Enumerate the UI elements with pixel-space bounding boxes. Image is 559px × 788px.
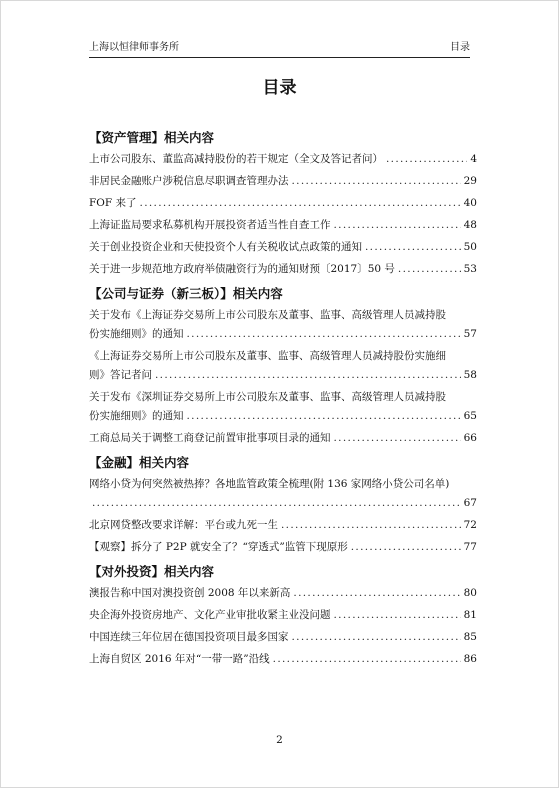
section-heading: 【资产管理】相关内容 — [89, 130, 215, 145]
toc-entry[interactable] — [89, 347, 477, 385]
dot-leader — [293, 584, 460, 603]
dot-leader — [292, 172, 461, 191]
dot-leader — [187, 407, 461, 426]
section-heading: 【公司与证券（新三板）】相关内容 — [89, 286, 283, 301]
dot-leader — [187, 325, 461, 344]
page-header — [89, 39, 470, 58]
dot-leader — [334, 216, 461, 235]
toc-entry-title: 网络小贷为何突然被热捧？各地监管政策全梳理(附 136 家网络小贷公司名单) — [89, 478, 450, 490]
toc-page-number: 67 — [463, 497, 477, 509]
toc-entry-title: 关于发布《上海证券交易所上市公司股东及董事、监事、高级管理人员减持股 — [89, 309, 446, 321]
toc-page-number: 4 — [470, 153, 477, 165]
toc-entry[interactable] — [89, 516, 477, 535]
toc-page-number: 50 — [463, 241, 477, 253]
dot-leader — [365, 238, 461, 257]
toc-entry[interactable] — [89, 628, 477, 647]
toc-entry-title: 上海自贸区 2016 年对“一带一路”沿线 — [89, 653, 270, 665]
toc-entry-title: 《上海证券交易所上市公司股东及董事、监事、高级管理人员减持股份实施细 — [89, 350, 446, 362]
dot-leader — [351, 538, 461, 557]
dot-leader — [140, 194, 461, 213]
toc-page-number: 53 — [463, 263, 477, 275]
toc-page-number: 85 — [463, 631, 477, 643]
header-firm-name: 上海以恒律师事务所 — [89, 42, 179, 53]
toc-entry-title: 关于发布《深圳证券交易所上市公司股东及董事、监事、高级管理人员减持股 — [89, 391, 446, 403]
dot-leader — [155, 366, 461, 385]
toc-entry-title: 澳报告称中国对澳投资创 2008 年以来新高 — [89, 587, 291, 599]
section-heading: 【对外投资】相关内容 — [89, 564, 215, 579]
toc-entry-title: 【观察】拆分了 P2P 就安全了？“穿透式”监管下现原形 — [89, 541, 348, 553]
toc-entry[interactable] — [89, 606, 477, 625]
toc-entry-line — [89, 429, 477, 448]
toc-entry-title: 非居民金融账户涉税信息尽职调查管理办法 — [89, 175, 289, 187]
dot-leader — [292, 628, 461, 647]
toc-page-number: 65 — [463, 410, 477, 422]
toc-entry-title: 央企海外投资房地产、文化产业审批收紧主业没问题 — [89, 609, 331, 621]
toc-entry[interactable] — [89, 306, 477, 344]
dot-leader — [386, 150, 467, 169]
toc-page-number: 40 — [463, 197, 477, 209]
toc-entry-line — [89, 606, 477, 625]
dot-leader — [92, 494, 461, 513]
toc-entry-line — [89, 407, 477, 426]
toc-entry-title: 份实施细则》的通知 — [89, 328, 184, 340]
dot-leader — [281, 516, 461, 535]
toc-entry-line — [89, 194, 477, 213]
section-heading: 【金融】相关内容 — [89, 455, 190, 470]
toc-entry-line — [89, 584, 477, 603]
toc-page-number: 77 — [463, 541, 477, 553]
toc-page-number: 48 — [463, 219, 477, 231]
toc-page-number: 81 — [463, 609, 477, 621]
toc-entry[interactable] — [89, 538, 477, 557]
toc-entry-line — [89, 150, 477, 169]
toc-entry[interactable] — [89, 429, 477, 448]
toc-entry[interactable] — [89, 216, 477, 235]
toc-page-number: 66 — [463, 432, 477, 444]
toc-entry[interactable] — [89, 475, 477, 513]
toc-entry-title: 则》答记者问 — [89, 369, 152, 381]
toc-entry[interactable] — [89, 650, 477, 669]
toc-entry[interactable] — [89, 584, 477, 603]
toc-entry[interactable] — [89, 388, 477, 426]
toc-entry-title: 北京网贷整改要求详解：平台或九死一生 — [89, 519, 278, 531]
toc-entry-title: 关于进一步规范地方政府举债融资行为的通知财预〔2017〕50 号 — [89, 263, 395, 275]
dot-leader — [334, 429, 461, 448]
toc-entry-line — [89, 216, 477, 235]
toc-entry-line — [89, 650, 477, 669]
toc-entry[interactable] — [89, 150, 477, 169]
toc-entry[interactable] — [89, 194, 477, 213]
toc-entry-line — [89, 260, 477, 279]
toc-entry-title: 关于创业投资企业和天使投资个人有关税收试点政策的通知 — [89, 241, 362, 253]
toc-entry-line — [89, 366, 477, 385]
dot-leader — [398, 260, 461, 279]
toc-entry-line — [89, 172, 477, 191]
toc-entry-line — [89, 238, 477, 257]
toc-entry-line — [89, 628, 477, 647]
toc-entry-line — [89, 538, 477, 557]
toc-entry-title: 上海证监局要求私募机构开展投资者适当性自查工作 — [89, 219, 331, 231]
toc-page-number: 58 — [463, 369, 477, 381]
dot-leader — [273, 650, 461, 669]
toc-entry-title: 份实施细则》的通知 — [89, 410, 184, 422]
toc-page-number: 29 — [463, 175, 477, 187]
toc-entry-title: 中国连续三年位居在德国投资项目最多国家 — [89, 631, 289, 643]
toc-entry-line — [89, 516, 477, 535]
table-of-contents — [89, 129, 477, 672]
toc-entry-title: 上市公司股东、董监高减持股份的若干规定（全文及答记者问） — [89, 153, 383, 165]
header-section-name: 目录 — [450, 42, 470, 53]
page-title: 目录 — [262, 78, 297, 98]
toc-entry-title: 工商总局关于调整工商登记前置审批事项目录的通知 — [89, 432, 331, 444]
toc-page-number: 57 — [463, 328, 477, 340]
toc-page-number: 72 — [463, 519, 477, 531]
toc-entry[interactable] — [89, 172, 477, 191]
toc-page-number: 80 — [463, 587, 477, 599]
toc-entry-line — [89, 494, 477, 513]
page-number: 2 — [276, 734, 283, 746]
toc-entry[interactable] — [89, 238, 477, 257]
toc-page-number: 86 — [463, 653, 477, 665]
toc-entry[interactable] — [89, 260, 477, 279]
toc-entry-line — [89, 325, 477, 344]
toc-entry-title: FOF 来了 — [89, 197, 137, 209]
dot-leader — [334, 606, 461, 625]
